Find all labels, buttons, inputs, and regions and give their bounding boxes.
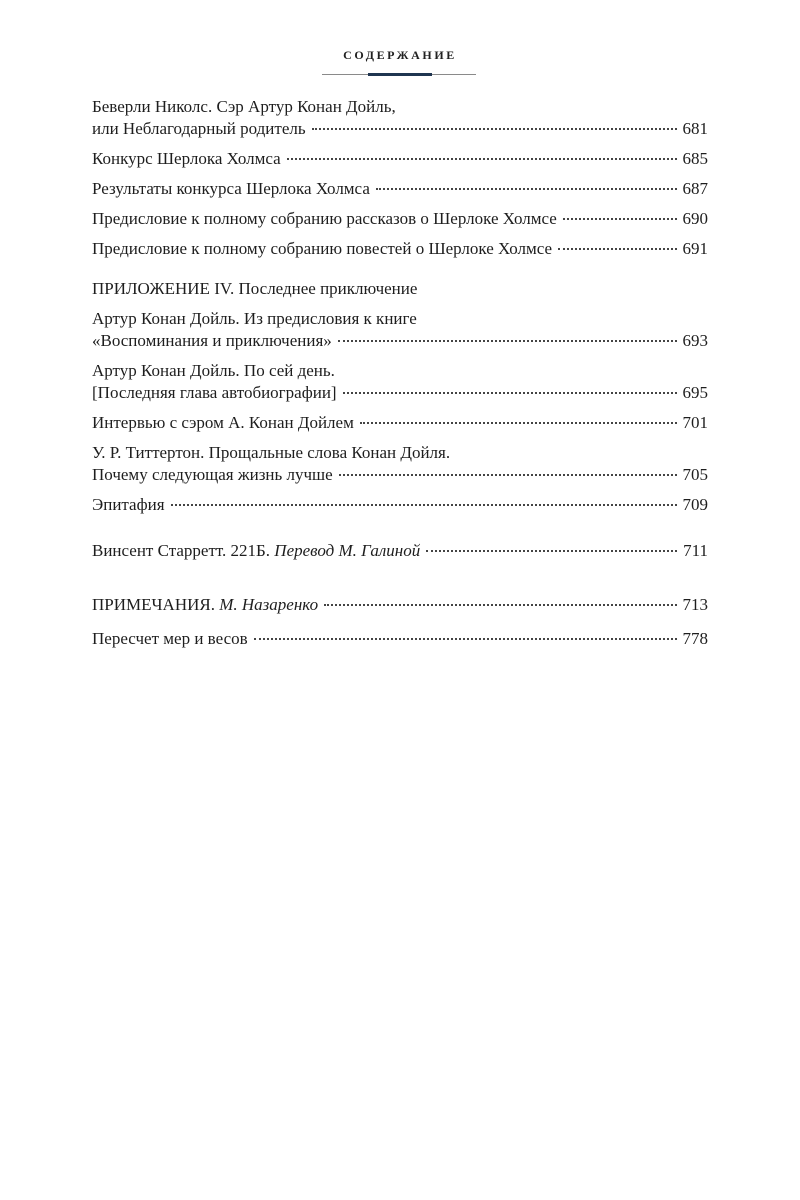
translator-credit: Перевод М. Галиной	[274, 541, 421, 560]
toc-entry-title: Пересчет мер и весов	[92, 629, 248, 648]
toc-entry-title-line1: Беверли Николс. Сэр Артур Конан Дойль,	[92, 97, 396, 116]
toc-page-number: 695	[682, 383, 708, 402]
toc-entry-title: Результаты конкурса Шерлока Холмса	[92, 179, 370, 198]
appendix-heading: ПРИЛОЖЕНИЕ IV. Последнее приключение	[92, 279, 418, 298]
toc-page-number: 685	[682, 149, 708, 168]
dot-leader	[339, 474, 677, 476]
toc-page-number: 705	[682, 465, 708, 484]
toc-entry-measures[interactable]	[92, 628, 708, 650]
dot-leader	[324, 604, 676, 606]
toc-entry-title-line1: Артур Конан Дойль. Из предисловия к книге	[92, 309, 417, 328]
toc-entry-title	[92, 594, 318, 616]
running-head: СОДЕРЖАНИЕ	[343, 48, 457, 62]
notes-author: М. Назаренко	[219, 595, 319, 614]
toc-entry[interactable]	[92, 308, 708, 352]
dot-leader	[426, 550, 677, 552]
toc-page-number: 681	[682, 119, 708, 138]
toc-entry-title: Эпитафия	[92, 495, 165, 514]
toc-page-number: 713	[682, 595, 708, 614]
dot-leader	[338, 340, 677, 342]
toc-entry-title: [Последняя глава автобиографии]	[92, 383, 337, 402]
dot-leader	[171, 504, 677, 506]
toc-entry[interactable]	[92, 178, 708, 200]
toc-entry[interactable]	[92, 494, 708, 516]
toc-entry[interactable]	[92, 208, 708, 230]
toc-entry[interactable]	[92, 360, 708, 404]
toc-entry-title	[92, 540, 420, 562]
toc-entry-title-line1: У. Р. Титтертон. Прощальные слова Конан Дойля.	[92, 443, 451, 462]
toc-page-number: 687	[682, 179, 708, 198]
toc-entry-title: «Воспоминания и приключения»	[92, 331, 332, 350]
header-rule-accent	[368, 73, 432, 76]
toc-page-number: 709	[682, 495, 708, 514]
toc-entry-title: или Неблагодарный родитель	[92, 119, 306, 138]
toc-entry-starrett[interactable]	[92, 540, 708, 562]
toc-page-number: 693	[682, 331, 708, 350]
toc-entry[interactable]	[92, 442, 708, 486]
dot-leader	[312, 128, 677, 130]
toc-page-number: 691	[682, 239, 708, 258]
toc-entry[interactable]	[92, 238, 708, 260]
toc-entry-title: Интервью с сэром А. Конан Дойлем	[92, 413, 354, 432]
toc-page-number: 701	[682, 413, 708, 432]
toc-page-number: 690	[682, 209, 708, 228]
dot-leader	[343, 392, 677, 394]
toc-entry[interactable]	[92, 412, 708, 434]
toc-entry[interactable]	[92, 96, 708, 140]
dot-leader	[254, 638, 677, 640]
toc-entry-notes[interactable]	[92, 594, 708, 616]
toc-entry[interactable]	[92, 148, 708, 170]
dot-leader	[287, 158, 677, 160]
dot-leader	[558, 248, 676, 250]
toc-entry-title: Почему следующая жизнь лучше	[92, 465, 333, 484]
toc-entry-title-line1: Артур Конан Дойль. По сей день.	[92, 361, 335, 380]
toc-entry-title-text: Винсент Старретт. 221Б.	[92, 541, 275, 560]
dot-leader	[563, 218, 677, 220]
toc-page-number: 711	[683, 541, 708, 560]
toc-entry-title: Предисловие к полному собранию повестей о Шерлоке Холмсе	[92, 239, 553, 258]
table-of-contents	[92, 96, 708, 658]
toc-entry-title: Конкурс Шерлока Холмса	[92, 149, 281, 168]
dot-leader	[360, 422, 677, 424]
toc-page-number: 778	[682, 629, 708, 648]
toc-entry-title: Предисловие к полному собранию рассказов о Шерлоке Холмсе	[92, 209, 557, 228]
toc-entry-title-text: ПРИМЕЧАНИЯ.	[92, 595, 220, 614]
dot-leader	[376, 188, 677, 190]
